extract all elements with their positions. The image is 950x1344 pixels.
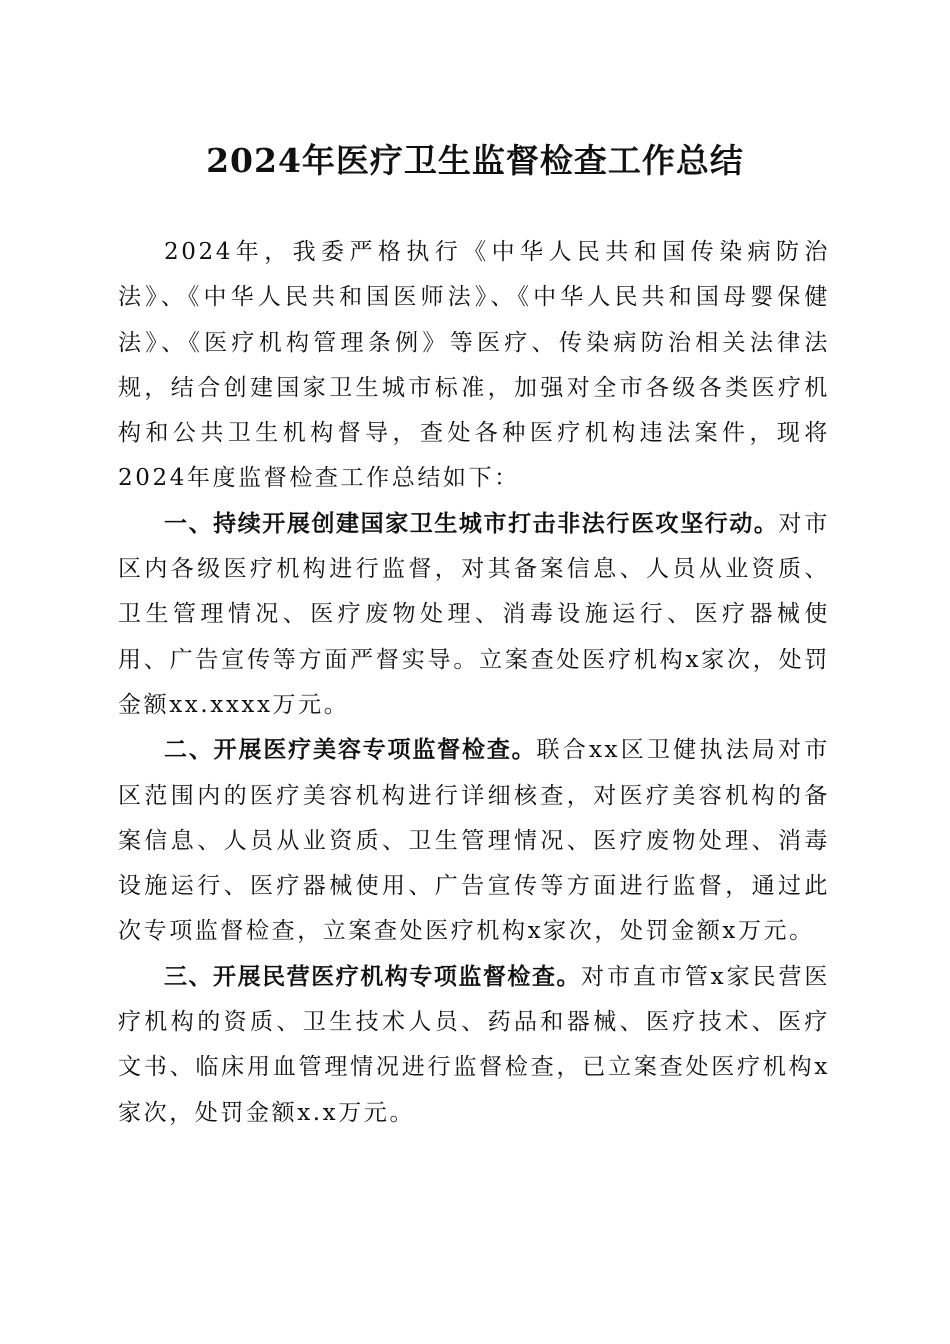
document-title: 2024年医疗卫生监督检查工作总结 xyxy=(206,141,744,180)
section-heading-2: 二、开展医疗美容专项监督检查。 xyxy=(164,737,537,764)
section-body-1: 对市区内各级医疗机构进行监督，对其备案信息、人员从业资质、卫生管理情况、医疗废物处理、消毒设施运行、医疗器械使用、广告宣传等方面严督实导。立案查处医疗机构x家次，处罚金额xx.xxxx万元。 xyxy=(118,510,830,718)
section-paragraph-2 xyxy=(118,728,830,954)
section-body-3: 对市直市管x家民营医疗机构的资质、卫生技术人员、药品和器械、医疗技术、医疗文书、临床用血管理情况进行监督检查，已立案查处医疗机构x家次，处罚金额x.x万元。 xyxy=(118,963,830,1126)
section-heading-3: 三、开展民营医疗机构专项监督检查。 xyxy=(164,963,582,990)
section-heading-1: 一、持续开展创建国家卫生城市打击非法行医攻坚行动。 xyxy=(164,510,779,537)
document-body xyxy=(118,230,830,1136)
section-paragraph-1 xyxy=(118,502,830,728)
intro-paragraph: 2024年，我委严格执行《中华人民共和国传染病防治法》、《中华人民共和国医师法》、《中华人民共和国母婴保健法》、《医疗机构管理条例》等医疗、传染病防治相关法律法规，结合创建国家卫生城市标准，加强对全市各级各类医疗机构和公共卫生机构督导，查处各种医疗机构违法案件，现将2024年度监督检查工作总结如下： xyxy=(118,239,830,492)
section-body-2: 联合xx区卫健执法局对市区范围内的医疗美容机构进行详细核查，对医疗美容机构的备案信息、人员从业资质、卫生管理情况、医疗废物处理、消毒设施运行、医疗器械使用、广告宣传等方面进行监督，通过此次专项监督检查，立案查处医疗机构x家次，处罚金额x万元。 xyxy=(118,737,830,945)
section-paragraph-3 xyxy=(118,955,830,1136)
